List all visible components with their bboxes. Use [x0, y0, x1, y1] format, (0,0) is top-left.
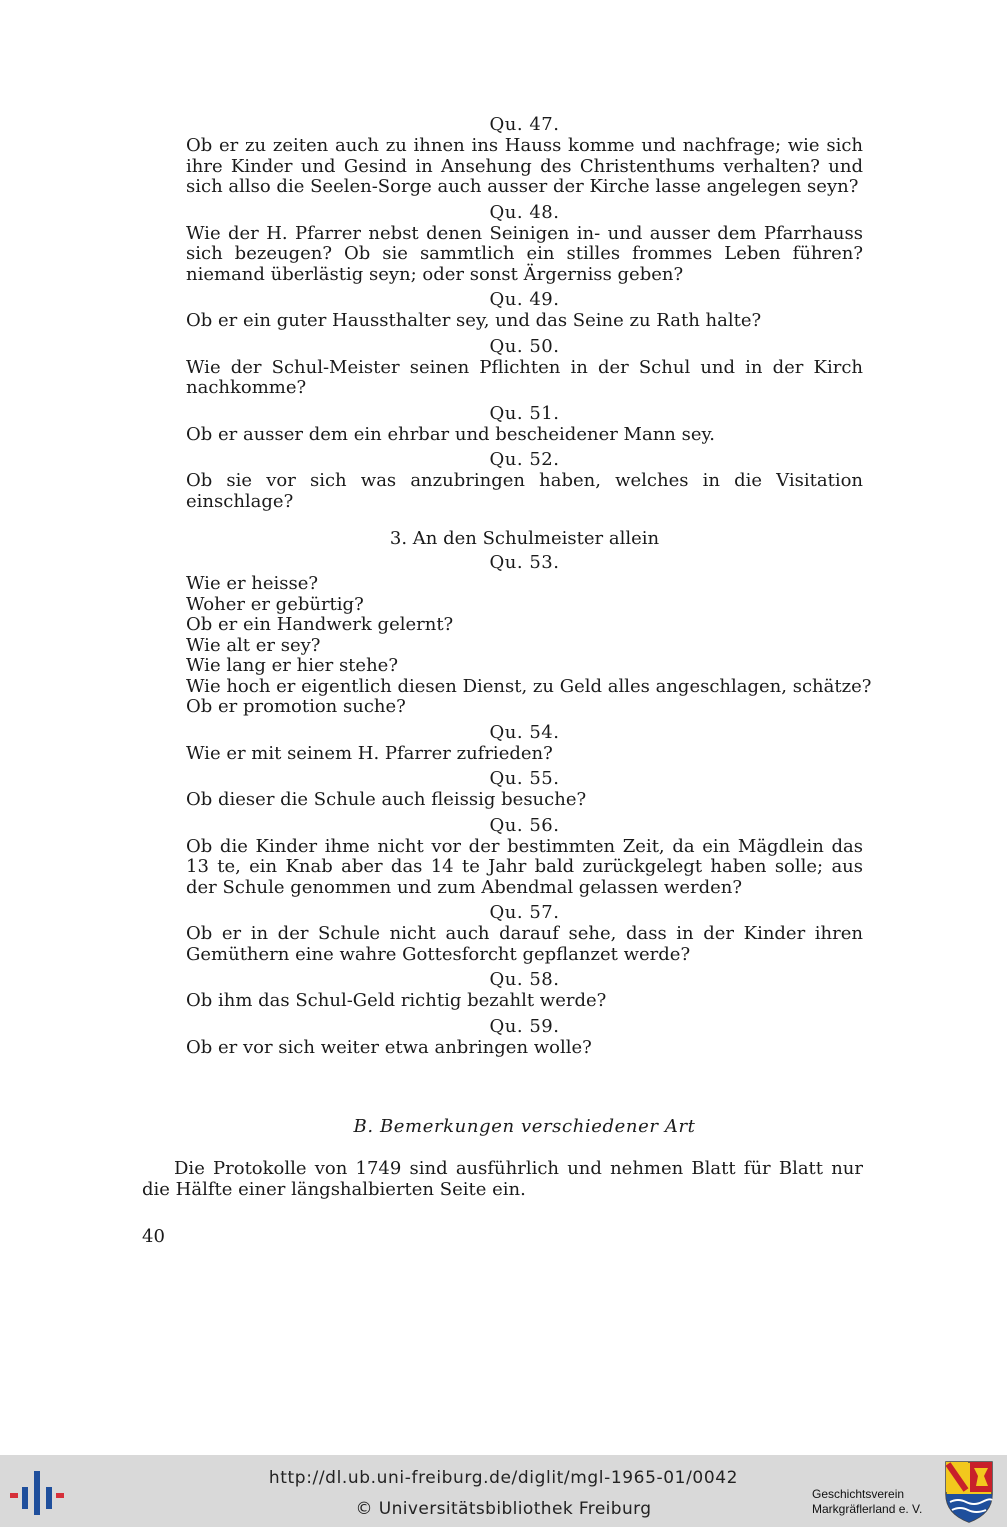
question-text: Ob sie vor sich was anzubringen haben, welches in die Visitation einschlage? [186, 470, 863, 512]
question-53-lines [186, 573, 872, 718]
question-text: Ob er ein guter Haussthalter sey, und das Seine zu Rath halte? [186, 310, 762, 331]
question-label: Qu. 53. [489, 552, 560, 573]
question-text: Ob ihm das Schul-Geld richtig bezahlt werde? [186, 990, 607, 1011]
question-text: Ob er zu zeiten auch zu ihnen ins Hauss komme und nachfrage; wie sich ihre Kinder und Gesind in Ansehung des Christenthums verhalten? und sich allso die Seelen-Sorge auch ausser der Kirche lasse angelegen seyn? [186, 135, 863, 197]
question-label: Qu. 50. [489, 335, 560, 357]
question-text: Ob er vor sich weiter etwa anbringen wolle? [186, 1036, 592, 1058]
question-label: Qu. 55. [489, 768, 560, 789]
section-b-heading: B. Bemerkungen verschiedener Art [353, 1116, 696, 1137]
question-text: Wie er mit seinem H. Pfarrer zufrieden? [186, 742, 553, 764]
footer-bar [0, 1455, 1007, 1527]
question-text: Ob die Kinder ihme nicht vor der bestimmten Zeit, da ein Mägdlein das 13 te, ein Knab aber das 14 te Jahr bald zurückgelegt haben solle; aus der Schule genommen und zum Abendmal gelassen werden? [186, 835, 863, 898]
question-label: Qu. 59. [489, 1015, 560, 1037]
question-group-pfarrer [186, 114, 863, 512]
section-3-heading: 3. An den Schulmeister allein [389, 528, 660, 549]
question-text: Wie der H. Pfarrer nebst denen Seinigen in- und ausser dem Pfarrhauss sich bezeugen? Ob sie sammtlich ein stilles frommes Leben führen? niemand überlästig seyn; oder sonst Ärgerniss geben? [186, 222, 863, 285]
footer-copyright: © Universitätsbibliothek Freiburg [355, 1499, 652, 1519]
question-label: Qu. 52. [489, 449, 560, 470]
section-b-paragraph: Die Protokolle von 1749 sind ausführlich und nehmen Blatt für Blatt nur die Hälfte einer längshalbierten Seite ein. [142, 1158, 863, 1200]
question-line: Wie hoch er eigentlich diesen Dienst, zu Geld alles angeschlagen, schätze? [186, 675, 872, 697]
question-line: Wie lang er hier stehe? [186, 655, 398, 676]
question-label: Qu. 48. [489, 201, 560, 223]
question-label: Qu. 56. [489, 814, 560, 836]
question-list [186, 114, 872, 1062]
coat-of-arms-icon [944, 1460, 994, 1523]
society-name [812, 1487, 922, 1517]
question-label: Qu. 49. [489, 289, 560, 310]
question-text: Ob er in der Schule nicht auch darauf sehe, dass in der Kinder ihren Gemüthern eine wahre Gottesforcht gepflanzet werde? [186, 923, 863, 965]
question-text: Wie der Schul-Meister seinen Pflichten in der Schul und in der Kirch nachkomme? [186, 356, 863, 398]
page-number: 40 [142, 1226, 165, 1247]
question-line: Ob er promotion suche? [186, 696, 406, 717]
question-text: Ob er ausser dem ein ehrbar und bescheidener Mann sey. [186, 423, 716, 445]
society-line-2: Markgräflerland e. V. [812, 1502, 923, 1516]
question-line: Wie alt er sey? [186, 634, 321, 656]
question-label: Qu. 47. [489, 114, 560, 135]
question-line: Woher er gebürtig? [186, 593, 364, 615]
question-group-schulmeister [186, 722, 863, 1059]
question-label: Qu. 58. [489, 969, 560, 990]
question-label: Qu. 54. [489, 721, 560, 743]
question-text: Ob dieser die Schule auch fleissig besuche? [186, 789, 587, 810]
question-label: Qu. 51. [489, 402, 560, 424]
question-line: Ob er ein Handwerk gelernt? [186, 614, 454, 635]
society-line-1: Geschichtsverein [812, 1487, 905, 1501]
question-line: Wie er heisse? [186, 573, 319, 594]
footer-url-link[interactable]: http://dl.ub.uni-freiburg.de/diglit/mgl-1965-01/0042 [268, 1468, 739, 1488]
question-label: Qu. 57. [489, 902, 560, 923]
